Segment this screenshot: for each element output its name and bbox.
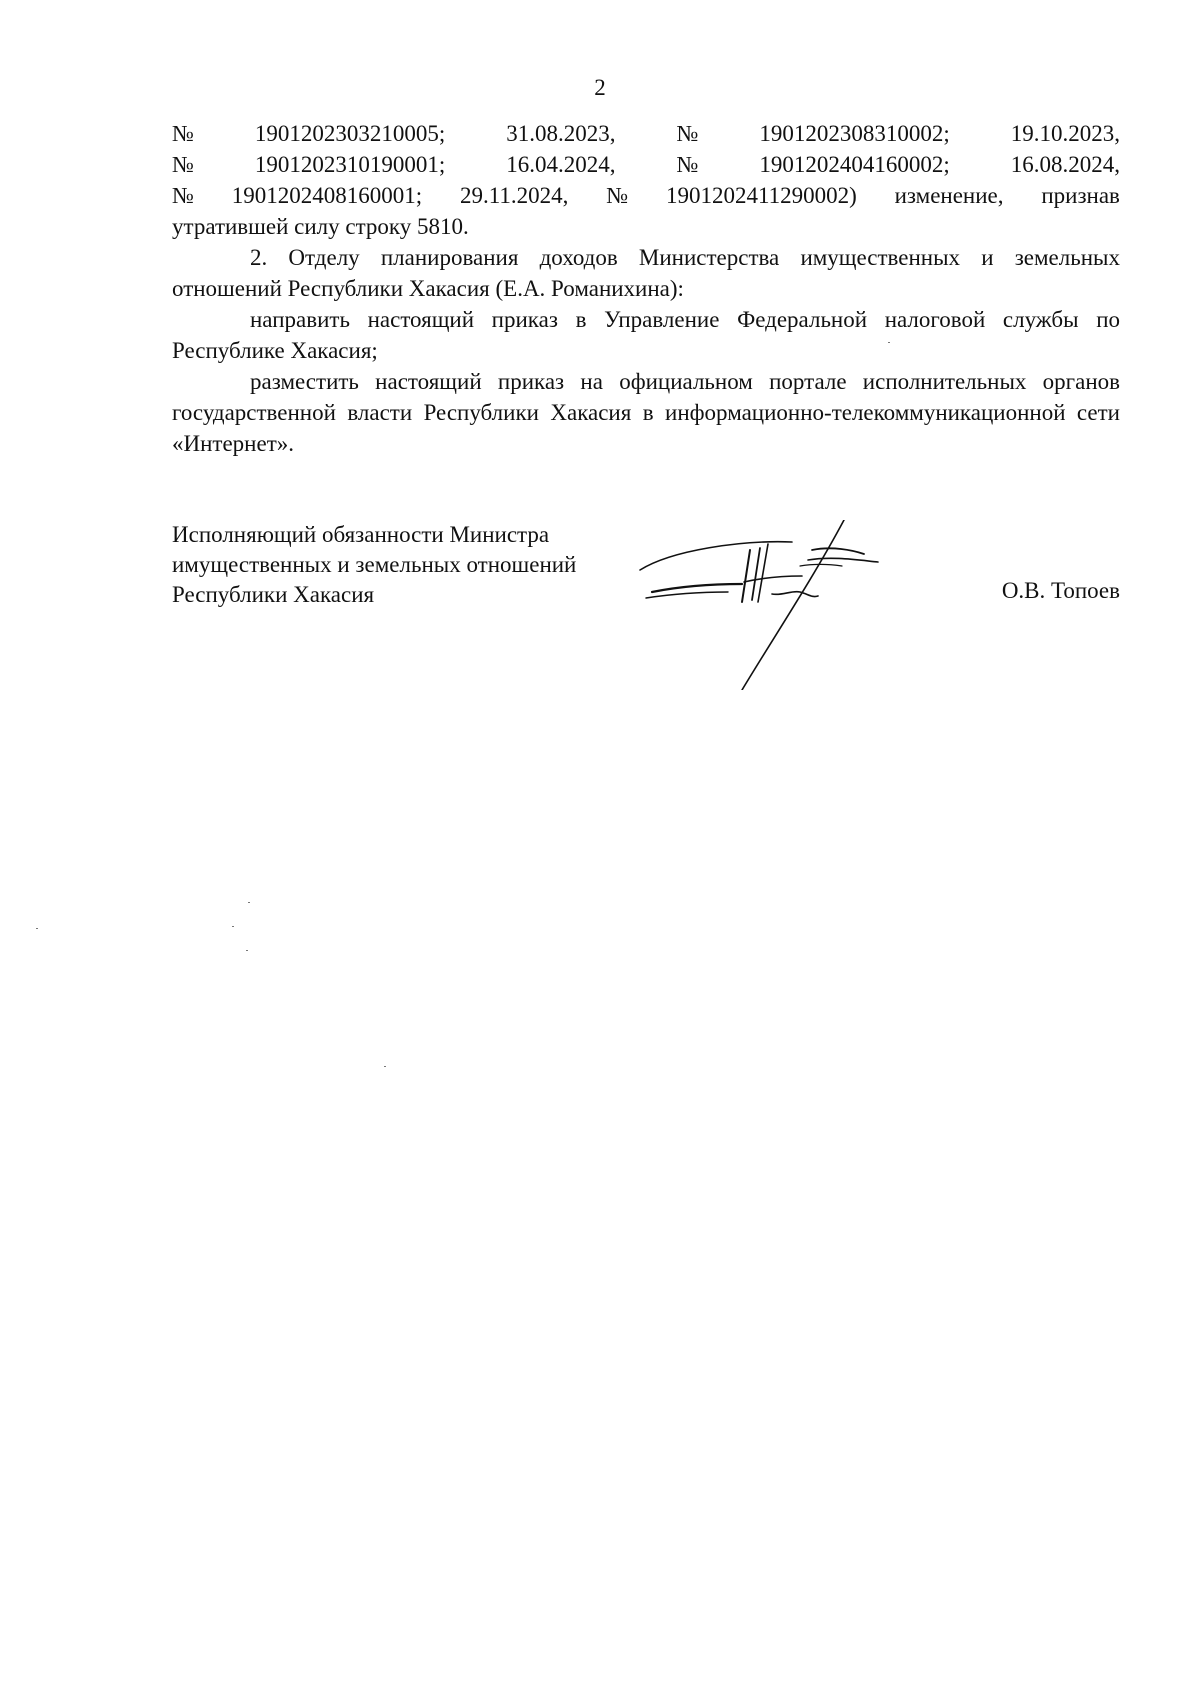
paragraph-instruction-department: 2. Отделу планирования доходов Министерства имущественных и земельных отношений Республики Хакасия (Е.А. Романихина):: [172, 245, 1120, 301]
amendment-row-2: [172, 149, 1120, 180]
date: 16.08.2024,: [1010, 152, 1120, 177]
registration-number: 1901202411290002): [665, 183, 857, 208]
registration-number: 1901202404160002;: [759, 152, 950, 177]
signer-name: О.В. Топоев: [1001, 578, 1120, 603]
number-sign: №: [676, 121, 699, 146]
paragraph-amendment-list: [172, 118, 1120, 242]
document-body: [172, 118, 1120, 459]
scan-speck: [384, 1066, 386, 1067]
signer-position: [172, 520, 576, 610]
scan-speck: [888, 342, 890, 343]
scan-speck: [246, 950, 248, 951]
amendment-tail: утратившей силу строку 5810.: [172, 214, 469, 239]
number-sign: №: [676, 152, 699, 177]
registration-number: 1901202408160001;: [231, 183, 423, 208]
paragraph-send-to-tax-service: направить настоящий приказ в Управление Федеральной налоговой службы по Республике Хакасия;: [172, 307, 1120, 363]
number-sign: №: [606, 183, 629, 208]
date: 31.08.2023,: [506, 121, 616, 146]
registration-number: 1901202308310002;: [759, 121, 950, 146]
amendment-row-1: [172, 118, 1120, 149]
signer-position-line-2: имущественных и земельных отношений: [172, 552, 577, 577]
paragraph-publish-on-portal: разместить настоящий приказ на официальном портале исполнительных органов государственной власти Республики Хакасия в информационно-телекоммуникационной сети «Интернет».: [172, 369, 1120, 456]
signer-position-line-3: Республики Хакасия: [172, 582, 375, 607]
scan-speck: [36, 928, 38, 929]
signer-position-line-1: Исполняющий обязанности Министра: [172, 522, 550, 547]
date: 19.10.2023,: [1010, 121, 1120, 146]
registration-number: 1901202303210005;: [254, 121, 446, 146]
number-sign: №: [172, 121, 194, 146]
registration-number: 1901202310190001;: [254, 152, 446, 177]
scan-speck: [232, 926, 234, 927]
text-word: признав: [1041, 183, 1120, 208]
amendment-row-3: [172, 180, 1120, 211]
page-number: 2: [594, 75, 606, 100]
handwritten-signature: [632, 520, 892, 690]
date: 16.04.2024,: [506, 152, 616, 177]
signature-block: [172, 520, 1120, 690]
date: 29.11.2024,: [459, 183, 569, 208]
number-sign: №: [172, 152, 194, 177]
text-word: изменение,: [894, 183, 1004, 208]
number-sign: №: [172, 183, 194, 208]
scan-speck: [248, 902, 250, 903]
